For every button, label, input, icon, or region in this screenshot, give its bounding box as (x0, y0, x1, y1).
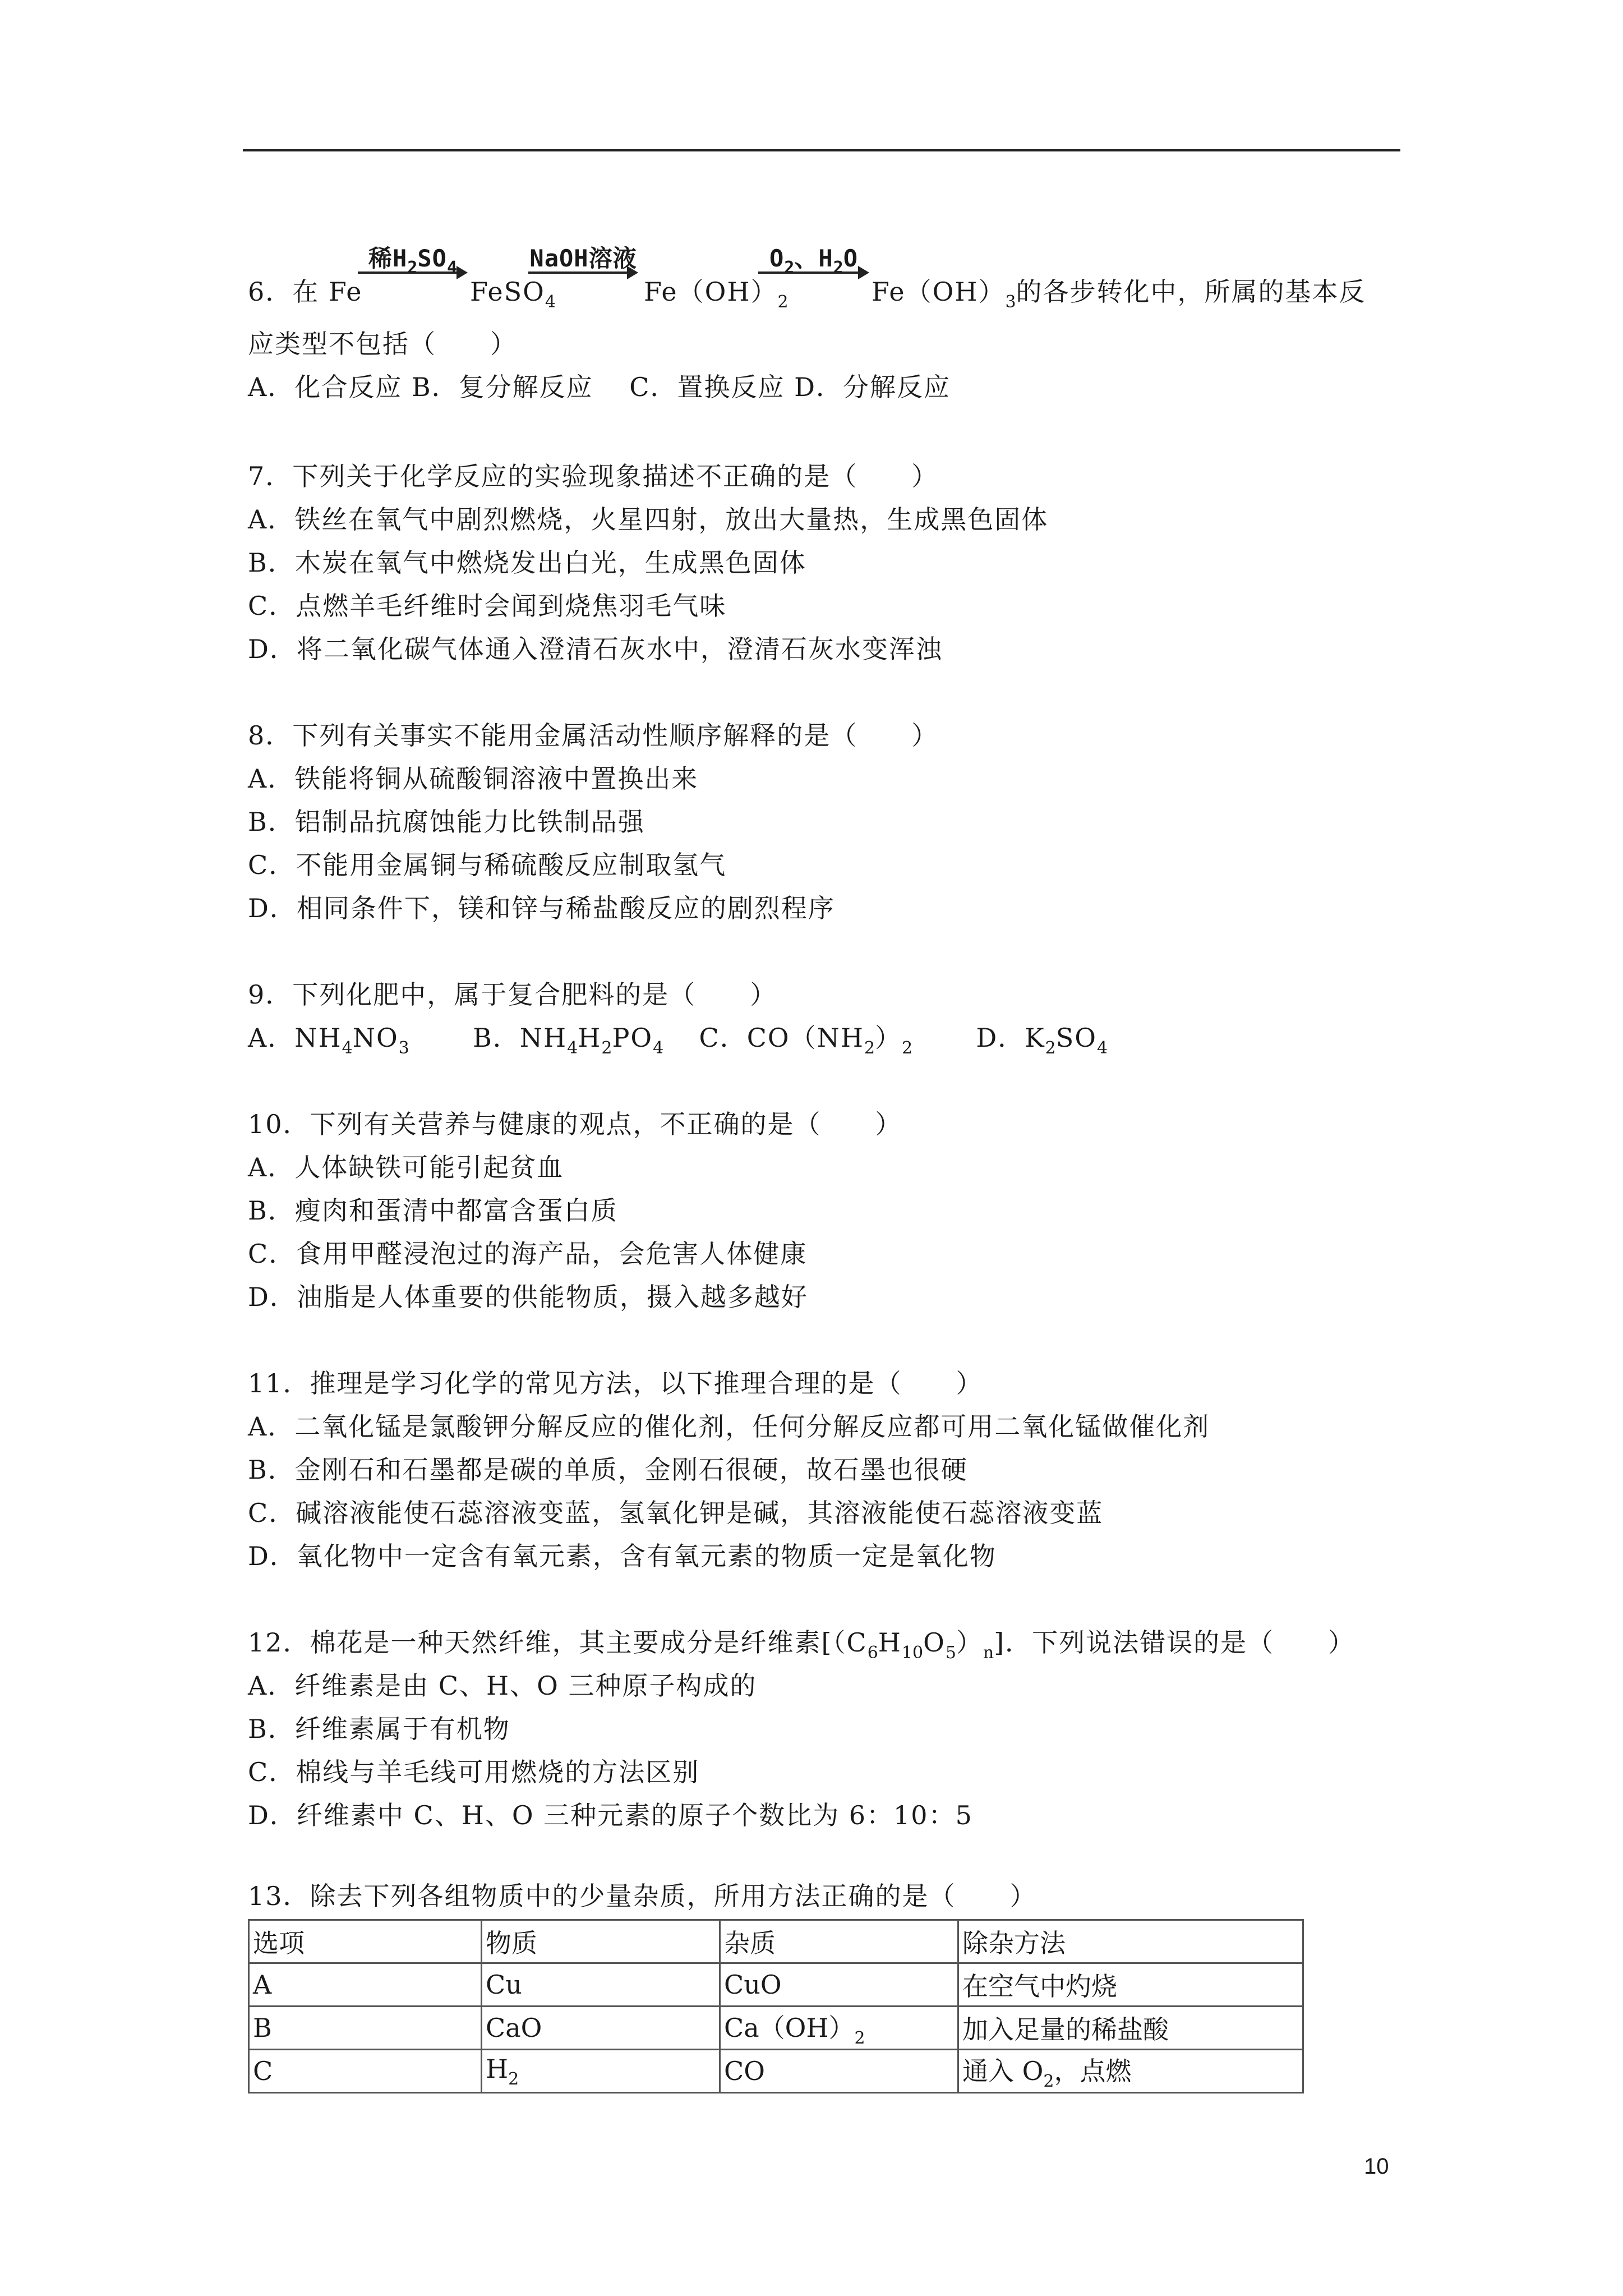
table-cell: 通入 $O_2$，点燃 (958, 2050, 1303, 2093)
table-row (249, 1963, 1303, 2007)
q11-option-c: C．碱溶液能使石蕊溶液变蓝，氢氧化钾是碱，其溶液能使石蕊溶液变蓝 (248, 1498, 1104, 1528)
reaction-arrow-3-label: $O_2$、$H_2O$ (769, 245, 858, 278)
table-cell: A (249, 1963, 482, 2007)
table-cell: $H_2$ (482, 2050, 720, 2093)
table-header-row (249, 1920, 1303, 1963)
table-cell: Cu (482, 1963, 720, 2007)
q8-stem: 8．下列有关事实不能用金属活动性顺序解释的是（ ） (248, 720, 939, 751)
table-cell: 在空气中灼烧 (958, 1963, 1303, 2007)
table-header-cell: 选项 (249, 1920, 482, 1963)
q13-stem: 13．除去下列各组物质中的少量杂质，所用方法正确的是（ ） (248, 1881, 1037, 1911)
q6-stem-line-2: 应类型不包括（ ） (248, 329, 517, 359)
page-number: 10 (1364, 2154, 1389, 2179)
q10-stem: 10．下列有关营养与健康的观点，不正确的是（ ） (248, 1109, 902, 1139)
q8-option-d: D．相同条件下，镁和锌与稀盐酸反应的剧烈程序 (248, 893, 835, 923)
q11-option-a: A．二氧化锰是氯酸钾分解反应的催化剂，任何分解反应都可用二氧化锰做催化剂 (248, 1411, 1210, 1442)
q9-option-c: C．$CO(NH_2)_2$ (699, 1023, 913, 1058)
table-cell: C (249, 2050, 482, 2093)
q10-option-b: B．瘦肉和蛋清中都富含蛋白质 (248, 1195, 618, 1226)
q6-prefix: 6．在 Fe (248, 277, 363, 307)
q6-product-1: FeSO$_4$ (470, 277, 556, 312)
q12-option-c: C．棉线与羊毛线可用燃烧的方法区别 (248, 1757, 700, 1787)
table-header-cell: 杂质 (720, 1920, 958, 1963)
q10-option-a: A．人体缺铁可能引起贫血 (248, 1152, 564, 1182)
q6-options: A．化合反应 B．复分解反应 C．置换反应 D．分解反应 (248, 372, 951, 402)
q6-reaction-scheme (248, 224, 1538, 320)
q11-option-d: D．氧化物中一定含有氧元素，含有氧元素的物质一定是氧化物 (248, 1541, 997, 1571)
reaction-arrow-1 (358, 245, 468, 282)
table-row (249, 2007, 1303, 2050)
reaction-arrow-1-label: 稀$H_2SO_4$ (368, 245, 457, 278)
q7-option-c: C．点燃羊毛纤维时会闻到烧焦羽毛气味 (248, 591, 727, 621)
q10-option-d: D．油脂是人体重要的供能物质，摄入越多越好 (248, 1282, 808, 1312)
q9-option-b: B．$NH_4H_2PO_4$ (473, 1023, 664, 1058)
q9-options (248, 1021, 1108, 1065)
table-cell: $Ca(OH)_2$ (720, 2007, 958, 2050)
table-cell: 加入足量的稀盐酸 (958, 2007, 1303, 2050)
table-header-cell: 除杂方法 (958, 1920, 1303, 1963)
q8-option-b: B．铝制品抗腐蚀能力比铁制品强 (248, 807, 645, 837)
q9-option-a: A．$NH_4NO_3$ (248, 1023, 409, 1058)
q10-option-c: C．食用甲醛浸泡过的海产品，会危害人体健康 (248, 1239, 808, 1269)
reaction-arrow-3 (758, 245, 869, 282)
q12-option-a: A．纤维素是由 C、H、O 三种原子构成的 (248, 1671, 757, 1701)
q8-option-a: A．铁能将铜从硫酸铜溶液中置换出来 (248, 763, 699, 794)
table-cell: CaO (482, 2007, 720, 2050)
table-cell: CuO (720, 1963, 958, 2007)
q13-options-table (248, 1919, 1304, 2093)
header-rule (243, 149, 1400, 151)
q9-option-d: D．$K_2SO_4$ (976, 1023, 1108, 1058)
table-cell: CO (720, 2050, 958, 2093)
q6-product-2: $Fe(OH)_2$ (644, 277, 789, 312)
q8-option-c: C．不能用金属铜与稀硫酸反应制取氢气 (248, 850, 727, 880)
q9-stem: 9．下列化肥中，属于复合肥料的是（ ） (248, 979, 777, 1010)
q7-option-a: A．铁丝在氧气中剧烈燃烧，火星四射，放出大量热，生成黑色固体 (248, 504, 1049, 535)
q7-option-d: D．将二氧化碳气体通入澄清石灰水中，澄清石灰水变浑浊 (248, 634, 943, 664)
q12-option-b: B．纤维素属于有机物 (248, 1714, 510, 1744)
q6-product-3: $Fe(OH)_3$的各步转化中，所属的基本反 (872, 277, 1366, 312)
q12-stem: 12．棉花是一种天然纤维，其主要成分是纤维素$[(C_6H_{10}O_5)_n]$．下列说法错误的是（ ） (248, 1627, 1355, 1663)
table-row (249, 2050, 1303, 2093)
q11-option-b: B．金刚石和石墨都是碳的单质，金刚石很硬，故石墨也很硬 (248, 1455, 968, 1485)
q7-stem: 7．下列关于化学反应的实验现象描述不正确的是（ ） (248, 461, 939, 491)
table-header-cell: 物质 (482, 1920, 720, 1963)
reaction-arrow-2 (528, 245, 638, 282)
q12-option-d: D．纤维素中 C、H、O 三种元素的原子个数比为 6：10：5 (248, 1800, 973, 1830)
table-cell: B (249, 2007, 482, 2050)
q7-option-b: B．木炭在氧气中燃烧发出白光，生成黑色固体 (248, 547, 806, 578)
reaction-arrow-2-label: NaOH溶液 (529, 245, 637, 272)
q11-stem: 11．推理是学习化学的常见方法，以下推理合理的是（ ） (248, 1368, 983, 1398)
